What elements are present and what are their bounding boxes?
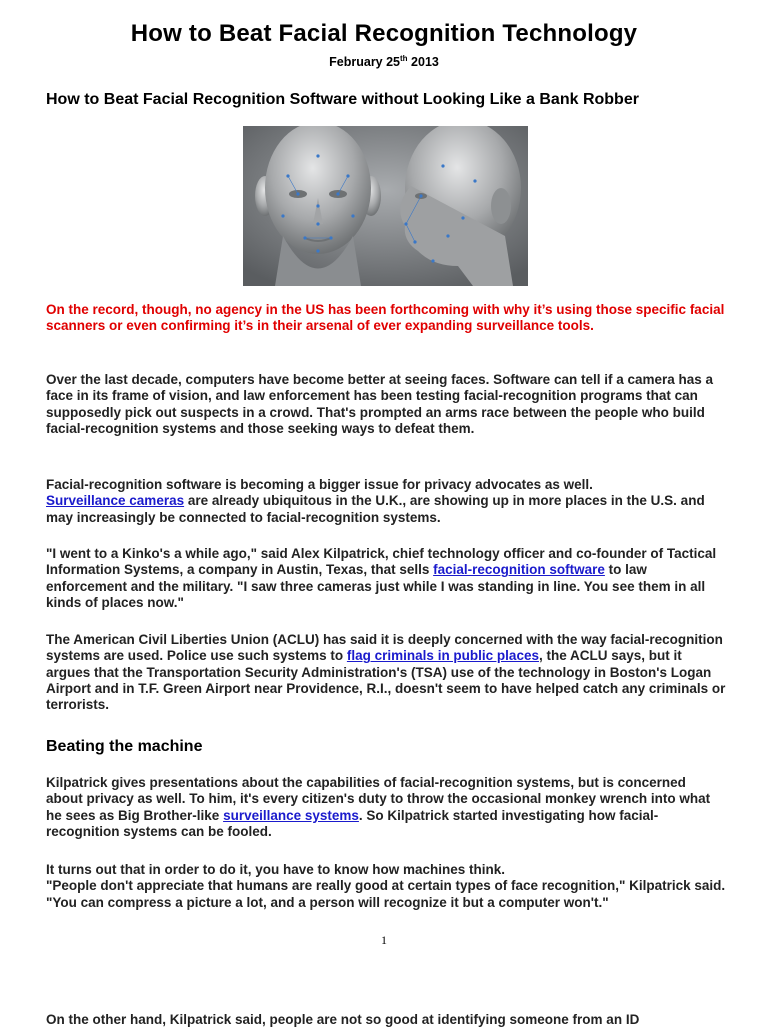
flag-criminals-link[interactable]: flag criminals in public places [346, 648, 539, 664]
surveillance-systems-link[interactable]: surveillance systems [223, 807, 359, 823]
face-mesh-illustration [243, 126, 528, 286]
paragraph-1: Over the last decade, computers have become better at seeing faces. Software can tell if a camera has a face in its frame of vision, and law enforcement has been testing facial-recognition programs that can supposedly pick out suspects in a crowd. That's prompted an arms race between the people who build facial-recognition systems and those seeking ways to defeat them. [46, 372, 714, 436]
paragraph-4: The American Civil Liberties Union (ACLU) has said it is deeply concerned with the way facial-recognition systems are used. Police use such systems to flag criminals in public places, the ACLU says, but it argues that the Transportation Security Administration's (TSA) use of the technology in Boston's Logan Airport and in T.F. Green Airport near Providence, R.I., doesn't seem to have helped catch any criminals or terrorists. [46, 632, 726, 713]
facial-recognition-software-link[interactable]: facial-recognition software [433, 562, 605, 578]
date-year: 2013 [407, 55, 439, 69]
paragraph-3: "I went to a Kinko's a while ago," said Alex Kilpatrick, chief technology officer and co-founder of Tactical Information Systems, a company in Austin, Texas, that sells facial-recognition software to law enforcement and the military. "I saw three cameras just while I was standing in line. You see them in all kinds of places now." [46, 546, 717, 610]
facial-recognition-heads-image [243, 126, 528, 286]
document-title: How to Beat Facial Recognition Technology [130, 20, 638, 47]
paragraph-5: Kilpatrick gives presentations about the capabilities of facial-recognition systems, but is concerned about privacy as well. To him, it's every citizen's duty to throw the occasional monkey wrench into what he sees as Big Brother-like surveillance systems. So Kilpatrick started investigating how facial-recognition systems can be fooled. [46, 775, 711, 839]
surveillance-cameras-link[interactable]: Surveillance cameras [46, 493, 185, 509]
date-day: February 25 [329, 55, 401, 69]
article-subtitle: How to Beat Facial Recognition Software without Looking Like a Bank Robber [46, 91, 639, 108]
page-number: 1 [381, 933, 387, 947]
date-suffix: th [400, 54, 408, 63]
paragraph-2: Facial-recognition software is becoming a bigger issue for privacy advocates as well. Surveillance cameras are already ubiquitous in the U.K., are showing up in more places in the U.S. and may increasingly be connected to facial-recognition systems. [46, 477, 705, 525]
document-date [0, 54, 768, 69]
highlight-paragraph: On the record, though, no agency in the US has been forthcoming with why it’s using those specific facial scanners or even confirming it’s in their arsenal of ever expanding surveillance tools. [46, 302, 725, 334]
paragraph-6: It turns out that in order to do it, you have to know how machines think. "People don't appreciate that humans are really good at certain types of face recognition," Kilpatrick said. "You can compress a picture a lot, and a person will recognize it but a computer won't." [46, 862, 726, 910]
section-heading: Beating the machine [46, 738, 203, 755]
paragraph-7: On the other hand, Kilpatrick said, people are not so good at identifying someone from an ID [46, 1012, 640, 1027]
